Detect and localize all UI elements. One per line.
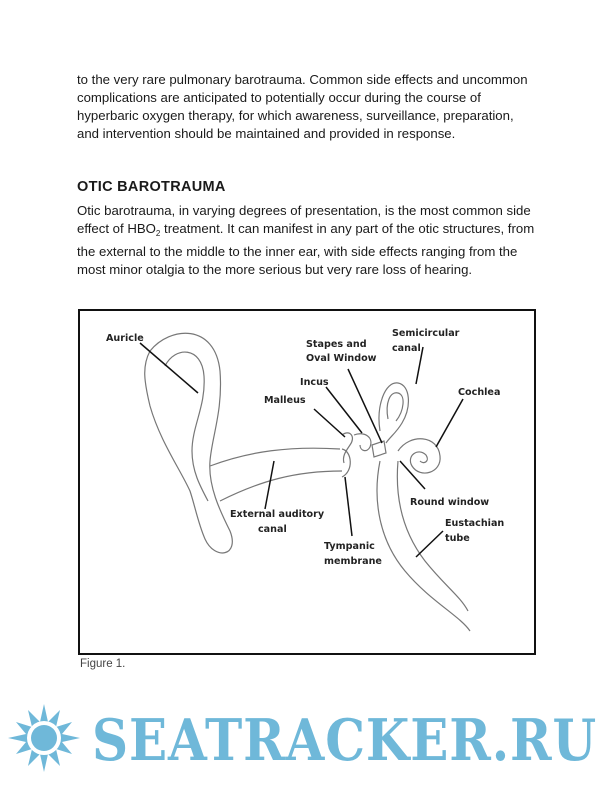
figure-caption: Figure 1. — [80, 658, 126, 670]
leader-malleus — [314, 409, 345, 437]
section-heading: OTIC BAROTRAUMA — [77, 179, 226, 195]
subscript-2: 2 — [155, 229, 161, 238]
leader-auricle — [140, 343, 198, 393]
canal-upper — [210, 448, 340, 466]
label-external-1: External auditory — [230, 509, 325, 520]
leader-external-canal — [265, 461, 274, 509]
ear-diagram — [80, 311, 534, 653]
paragraph-otic-part2: treatment. It can manifest in any part of the otic structures, from the external to the middle to the inner ear, with side effects ranging from the most minor otalgia to the more serious but very rare loss of hearing. — [77, 221, 535, 277]
label-incus: Incus — [300, 377, 329, 388]
auricle-outer — [145, 333, 233, 553]
label-semicircular-1: Semicircular — [392, 328, 460, 339]
label-eustachian-1: Eustachian — [445, 518, 505, 529]
stapes-shape — [372, 441, 386, 457]
sunburst-icon — [8, 704, 80, 772]
malleus-shape — [342, 433, 352, 463]
label-auricle: Auricle — [106, 333, 144, 344]
label-external-2: canal — [258, 524, 287, 535]
watermark — [0, 700, 612, 792]
paragraph-otic — [77, 202, 537, 279]
cochlea-shape — [398, 439, 440, 473]
label-tympanic-2: membrane — [324, 556, 382, 567]
leader-round-window — [400, 461, 425, 489]
semicircular-canal-inner — [387, 393, 403, 421]
label-tympanic-1: Tympanic — [324, 541, 375, 552]
paragraph-otic-part1: Otic barotrauma, in varying degrees of presentation, is the most common side effect of HBO — [77, 203, 531, 236]
label-stapes-1: Stapes and — [306, 339, 367, 350]
label-eustachian-2: tube — [445, 533, 470, 544]
leader-tympanic — [345, 477, 352, 536]
incus-shape — [354, 434, 371, 451]
paragraph-intro: to the very rare pulmonary barotrauma. Common side effects and uncommon complications are anticipated to potentially occur during the course of hyperbaric oxygen therapy, for which awareness, surveillance, preparation, and intervention should be maintained and provided in response. — [77, 72, 528, 141]
label-semicircular-2: canal — [392, 343, 421, 354]
label-stapes-2: Oval Window — [306, 353, 377, 364]
watermark-text: SEATRACKER.RU — [92, 707, 597, 774]
label-malleus: Malleus — [264, 395, 306, 406]
leader-lines — [140, 343, 463, 557]
label-round-window: Round window — [410, 497, 490, 508]
semicircular-canal-shape — [379, 383, 408, 443]
leader-eustachian — [416, 531, 443, 557]
tympanic-membrane-shape — [342, 449, 350, 477]
leader-incus — [326, 387, 362, 433]
ear-anatomy-figure — [78, 309, 536, 655]
canal-lower — [220, 471, 342, 501]
leader-stapes — [348, 369, 382, 443]
auricle-inner — [165, 352, 208, 501]
leader-cochlea — [436, 399, 463, 447]
label-cochlea: Cochlea — [458, 387, 501, 398]
